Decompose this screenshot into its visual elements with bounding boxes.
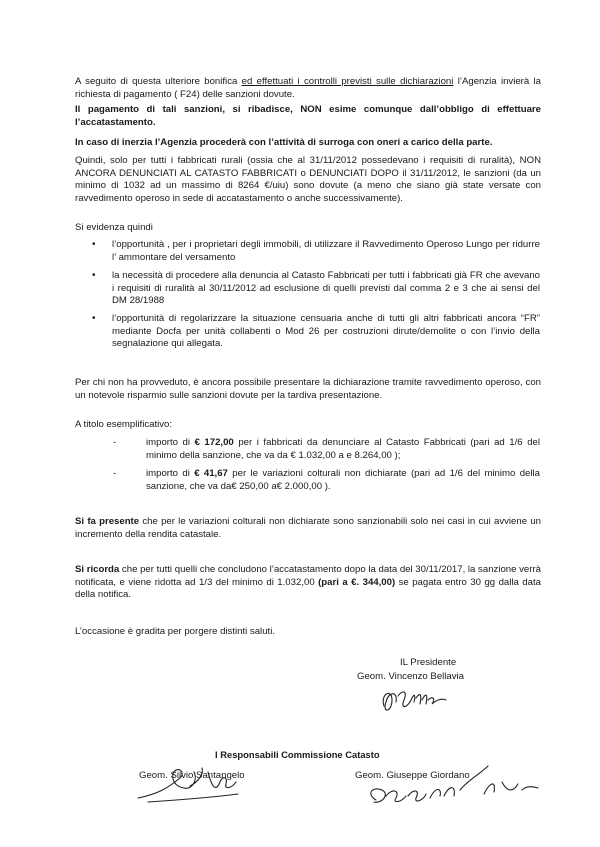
paragraph-surroga: In caso di inerzia l’Agenzia procederà con l’attività di surroga con oneri a carico della parte.	[75, 137, 493, 148]
bullet-item: l’opportunità , per i proprietari degli immobili, di utilizzare il Ravvedimento Operoso Lungo per ridurre l’ ammontare del versamento	[112, 239, 540, 263]
signatory-right-signature	[356, 760, 546, 818]
signatory-right-name: Geom. Giuseppe Giordano	[355, 770, 470, 781]
example-item: importo di € 41,67 per le variazioni colturali non dichiarate (pari ad 1/6 del minimo della sanzione, che va da€ 250,00 a€ 2.000,00 ).	[146, 468, 540, 492]
paragraph-esemplificativo: A titolo esemplificativo:	[75, 419, 173, 430]
dash-marker: -	[113, 437, 117, 448]
signatory-left-name: Geom. Silvio Santangelo	[139, 770, 245, 781]
paragraph-bonifica: A seguito di questa ulteriore bonifica ed effettuati i controlli previsti sulle dichiarazioni l’Agenzia invierà la richiesta di pagamento ( F24) delle sanzioni dovute.	[75, 76, 541, 100]
bullet-item: la necessità di procedere alla denuncia al Catasto Fabbricati per tutti i fabbricati già FR che avevano i requisiti di ruralità al 30/11/2012 ad esclusione di quelli previsti dal comma 2 e 3 che ai sensi del DM 28/1988	[112, 270, 540, 307]
bullet-marker: •	[92, 270, 96, 281]
paragraph-ravvedimento: Per chi non ha provveduto, è ancora possibile presentare la dichiarazione tramite ravvedimento operoso, con un notevole risparmio sulle sanzioni dovute per la tardiva presentazione.	[75, 377, 541, 401]
paragraph-saluti: L’occasione è gradita per porgere distinti saluti.	[75, 626, 275, 637]
bullet-item: l’opportunità di regolarizzare la situazione censuaria anche di tutti gli altri fabbricati ancora “FR” mediante Docfa per unità collabenti o Mod 26 per costruzioni dirute/demolite o con l’invio della segnalazione qui allegata.	[112, 313, 540, 350]
commission-title: I Responsabili Commissione Catasto	[215, 749, 380, 760]
paragraph-fa-presente: Si fa presente che per le variazioni colturali non dichiarate sono sanzionabili solo nei casi in cui avviene un incremento della rendita catastale.	[75, 516, 541, 540]
paragraph-fabbricati-rurali: Quindi, solo per tutti i fabbricati rurali (ossia che al 31/11/2012 possedevano i requisiti di ruralità), NON ANCORA DENUNCIATI AL CATASTO FABBRICATI o DENUNCIATI DOPO il 31/11/2012, le sanzioni (da un minimo di 1032 ad un massimo di 8264 €/uiu) sono dovute (a meno che siano già state versate con ravvedimento operoso in sede di accatastamento o anche successivamente).	[75, 155, 541, 204]
dash-marker: -	[113, 468, 117, 479]
paragraph-obbligo: Il pagamento di tali sanzioni, si ribadisce, NON esime comunque dall’obbligo di effettuare l’accatastamento.	[75, 104, 541, 128]
bullet-marker: •	[92, 313, 96, 324]
example-item: importo di € 172,00 per i fabbricati da denunciare al Catasto Fabbricati (pari ad 1/6 del minimo della sanzione, che va da € 1.032,00 a e 8.264,00 );	[146, 437, 540, 461]
paragraph-ricorda: Si ricorda che per tutti quelli che concludono l’accatastamento dopo la data del 30/11/2017, la sanzione verrà notificata, e viene ridotta ad 1/3 del minimo di 1.032,00 (pari a €. 344,00) se pagata entro 30 gg dalla data della notifica.	[75, 564, 541, 601]
paragraph-evidenza: Si evidenza quindi	[75, 222, 153, 233]
president-name: Geom. Vincenzo Bellavia	[357, 671, 465, 682]
president-signature	[378, 682, 458, 722]
bullet-marker: •	[92, 239, 96, 250]
signatory-left-signature	[128, 758, 268, 808]
president-title: IL Presidente	[400, 657, 457, 668]
